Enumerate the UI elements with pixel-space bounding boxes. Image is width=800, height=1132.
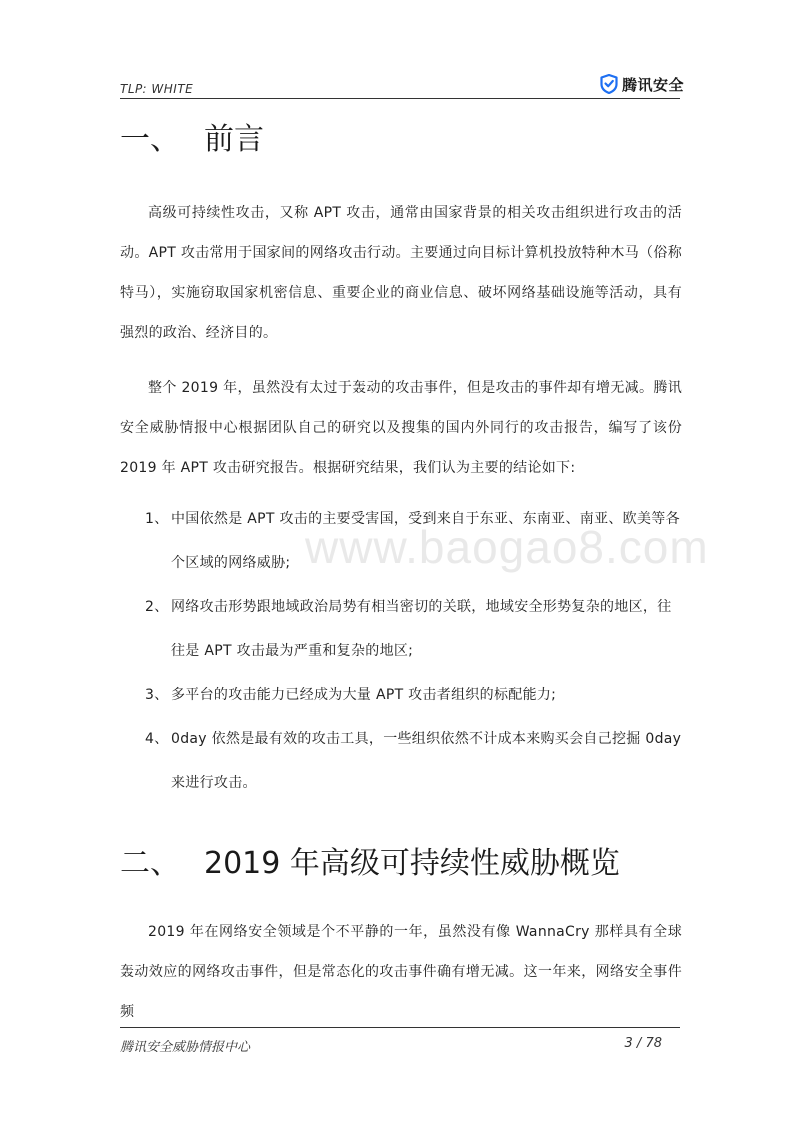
section-title: 2019 年高级可持续性威胁概览 bbox=[204, 846, 620, 881]
list-marker: 4、 bbox=[145, 731, 169, 747]
watermark: www.baogao8.com bbox=[305, 521, 709, 573]
list-item bbox=[145, 673, 685, 717]
list-marker: 1、 bbox=[145, 511, 169, 527]
list-marker: 3、 bbox=[145, 687, 169, 703]
footer-org: 腾讯安全威胁情报中心 bbox=[120, 1040, 251, 1055]
section-heading-preface bbox=[120, 114, 264, 158]
section-title: 前言 bbox=[204, 122, 264, 157]
section-number: 二、 bbox=[120, 846, 180, 881]
brand-name: 腾讯安全 bbox=[622, 75, 685, 94]
list-item-text: 多平台的攻击能力已经成为大量 APT 攻击者组织的标配能力; bbox=[171, 687, 557, 703]
page-number: 3 / 78 bbox=[624, 1036, 662, 1051]
paragraph: 高级可持续性攻击，又称 APT 攻击，通常由国家背景的相关攻击组织进行攻击的活动。APT 攻击常用于国家间的网络攻击行动。主要通过向目标计算机投放特种木马（俗称特马），实施窃取国家机密信息、重要企业的商业信息、破坏网络基础设施等活动，具有强烈的政治、经济目的。 bbox=[120, 205, 682, 341]
list-item-text: 0day 依然是最有效的攻击工具，一些组织依然不计成本来购买会自己挖掘 0day 来进行攻击。 bbox=[171, 731, 682, 791]
list-item-text: 网络攻击形势跟地域政治局势有相当密切的关联，地域安全形势复杂的地区，往往是 APT 攻击最为严重和复杂的地区; bbox=[171, 599, 672, 659]
list-item bbox=[145, 497, 685, 585]
footer-divider bbox=[120, 1027, 680, 1028]
paragraph: 整个 2019 年，虽然没有太过于轰动的攻击事件，但是攻击的事件却有增无减。腾讯安全威胁情报中心根据团队自己的研究以及搜集的国内外同行的攻击报告，编写了该份 2019 年 APT 攻击研究报告。根据研究结果，我们认为主要的结论如下: bbox=[120, 380, 682, 476]
list-marker: 2、 bbox=[145, 599, 169, 615]
tencent-shield-icon bbox=[600, 74, 618, 94]
list-item bbox=[145, 585, 685, 673]
list-item-text: 中国依然是 APT 攻击的主要受害国，受到来自于东亚、东南亚、南亚、欧美等各个区域的网络威胁; bbox=[171, 511, 680, 571]
header-divider bbox=[120, 98, 680, 99]
section-number: 一、 bbox=[120, 122, 180, 157]
conclusion-list bbox=[145, 497, 685, 805]
tlp-label: TLP: WHITE bbox=[120, 82, 194, 96]
paragraph: 2019 年在网络安全领域是个不平静的一年，虽然没有像 WannaCry 那样具有全球轰动效应的网络攻击事件，但是常态化的攻击事件确有增无减。这一年来，网络安全事件频 bbox=[120, 924, 682, 1020]
section-heading-overview bbox=[120, 838, 620, 882]
list-item bbox=[145, 717, 685, 805]
brand-logo bbox=[600, 72, 684, 96]
